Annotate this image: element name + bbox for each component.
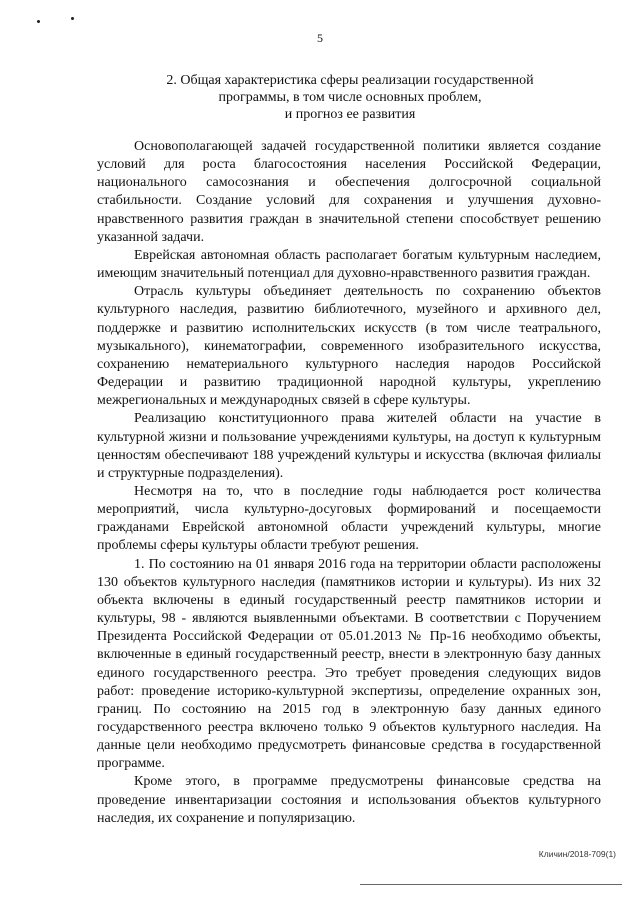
paragraph: Несмотря на то, что в последние годы наблюдается рост количества мероприятий, числа культурно-досуговых формирований и посещаемости гражданами Еврейской автономной области учреждений культуры, многие проблемы сферы культуры области требуют решения. (97, 483, 601, 554)
bottom-rule (360, 884, 622, 885)
footer-document-code: Кличин/2018-709(1) (538, 849, 616, 859)
scan-speck (71, 17, 74, 20)
section-title-line: 2. Общая характеристика сферы реализации государственной (166, 73, 534, 88)
paragraph: Основополагающей задачей государственной политики является создание условий для роста благосостояния населения Российской Федерации, национального самосознания и обеспечения долгосрочной социальной стабильности. Создание условий для сохранения и улучшения духовно-нравственного развития граждан в значительной степени способствует решению указанной задачи. (97, 139, 601, 245)
page-number: 5 (317, 31, 323, 45)
section-title-line: и прогноз ее развития (284, 107, 416, 122)
body-text (97, 138, 601, 828)
paragraph: Отрасль культуры объединяет деятельность по сохранению объектов культурного наследия, развитию библиотечного, музейного и архивного дел, поддержке и развитию исполнительских искусств (в том числе театрального, музыкального), кинематографии, современного изобразительного искусства, сохранению нематериального культурного наследия народов Российской Федерации и развитию традиционной народной культуры, укреплению межрегиональных и международных связей в сфере культуры. (97, 284, 601, 409)
paragraph: Еврейская автономная область располагает богатым культурным наследием, имеющим значительный потенциал для духовно-нравственного развития граждан. (97, 247, 601, 282)
paragraph: Кроме этого, в программе предусмотрены финансовые средства на проведение инвентаризации состояния и использования объектов культурного наследия, их сохранение и популяризацию. (97, 774, 601, 826)
section-title-line: программы, в том числе основных проблем, (218, 90, 482, 105)
section-title (90, 72, 610, 123)
paragraph: 1. По состоянию на 01 января 2016 года на территории области расположены 130 объектов культурного наследия (памятников истории и культуры). Из них 32 объекта включены в единый государственный реестр памятников истории и культуры, 98 - являются выявленными объектами. В соответствии с Поручением Президента Российской Федерации от 05.01.2013 № Пр-16 необходимо объекты, включенные в единый государственный реестр, внести в электронную базу данных единого государственного реестра. Это требует проведения следующих видов работ: проведение историко-культурной экспертизы, определение охранных зон, границ. По состоянию на 2015 год в электронную базу данных единого государственного реестра включено только 9 объектов культурного наследия. На данные цели необходимо предусмотреть финансовые средства в государственной программе. (97, 556, 601, 772)
scan-speck (37, 20, 40, 23)
paragraph: Реализацию конституционного права жителей области на участие в культурной жизни и пользование учреждениями культуры, на доступ к культурным ценностям обеспечивают 188 учреждений культуры и искусства (включая филиалы и структурные подразделения). (97, 411, 601, 481)
